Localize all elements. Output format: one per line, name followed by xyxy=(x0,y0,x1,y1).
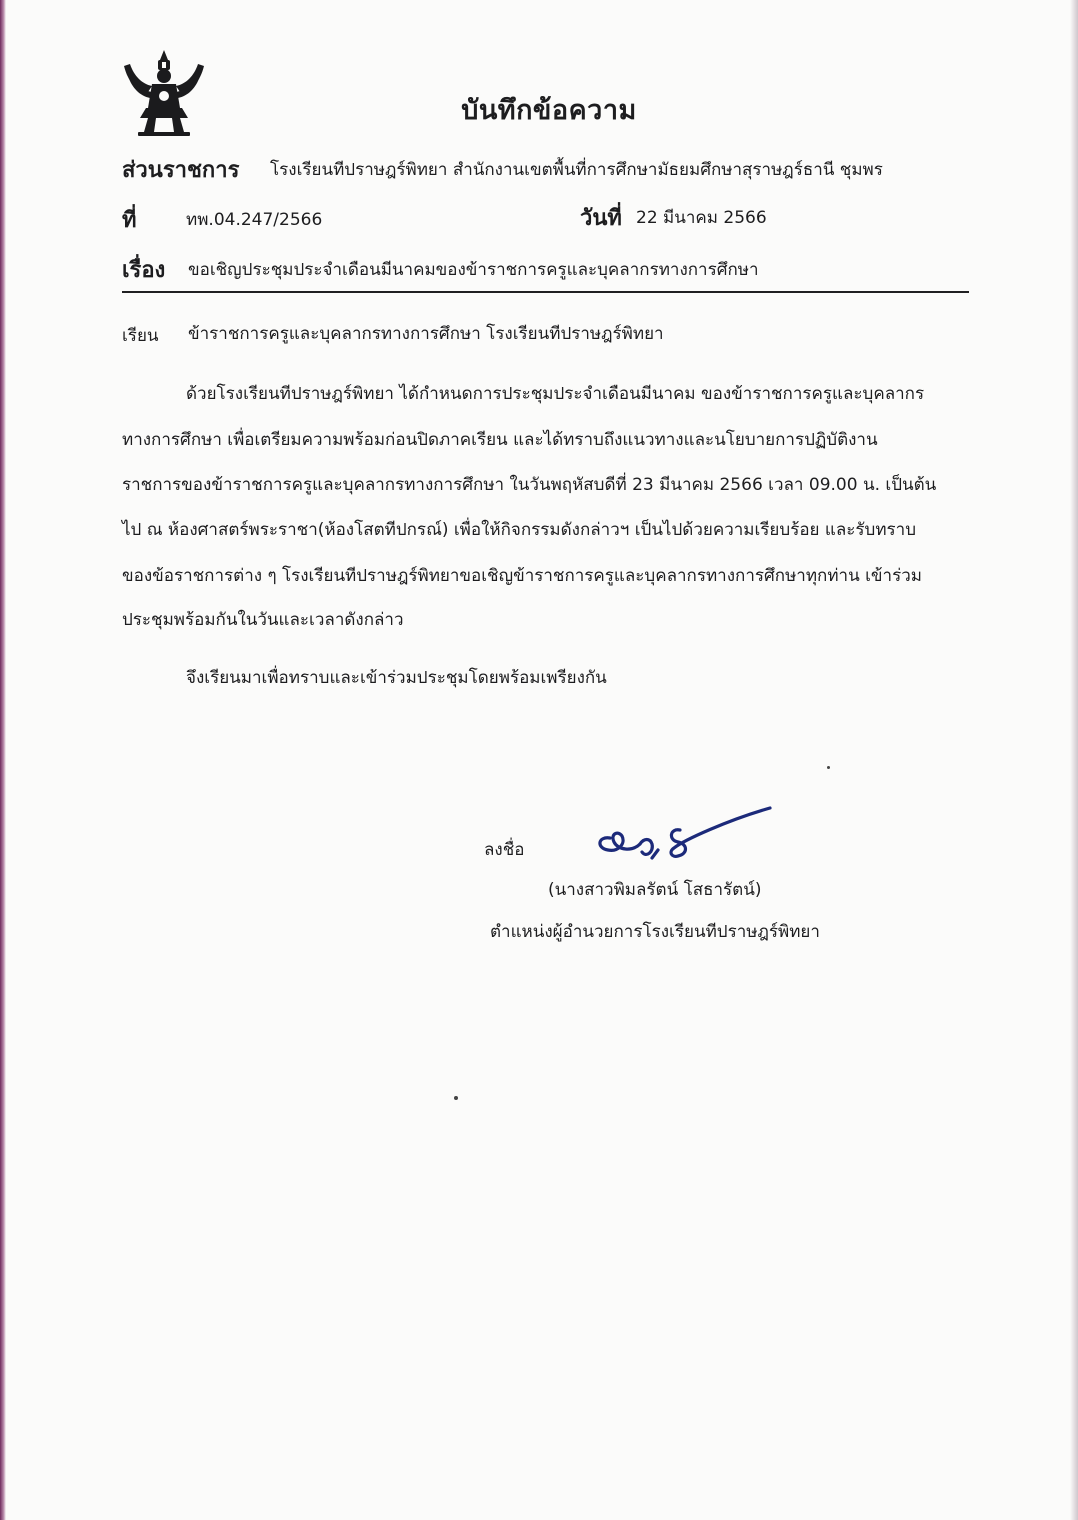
salutation-value: ข้าราชการครูและบุคลากรทางการศึกษา โรงเรียนทีปราษฎร์พิทยา xyxy=(188,324,664,344)
signer-name: (นางสาวพิมลรัตน์ โสธารัตน์) xyxy=(548,880,762,900)
subject-label: เรื่อง xyxy=(122,258,166,283)
ref-label: ที่ xyxy=(122,208,137,233)
page-edge-left xyxy=(0,0,6,1520)
date-label: วันที่ xyxy=(580,206,622,231)
ref-value: ทพ.04.247/2566 xyxy=(186,210,323,230)
paper-speck xyxy=(454,1096,458,1100)
agency-value: โรงเรียนทีปราษฎร์พิทยา สำนักงานเขตพื้นที่การศึกษามัธยมศึกษาสุราษฎร์ธานี ชุมพร xyxy=(270,160,883,180)
body-line: ทางการศึกษา เพื่อเตรียมความพร้อมก่อนปิดภาคเรียน และได้ทราบถึงแนวทางและนโยบายการปฏิบัติงาน xyxy=(122,430,878,450)
paper-speck xyxy=(827,766,830,769)
page-edge-right xyxy=(1070,0,1078,1520)
handwritten-signature xyxy=(588,800,778,866)
body-line: ด้วยโรงเรียนทีปราษฎร์พิทยา ได้กำหนดการประชุมประจำเดือนมีนาคม ของข้าราชการครูและบุคลากร xyxy=(186,384,925,404)
body-line: ราชการของข้าราชการครูและบุคลากรทางการศึกษา ในวันพฤหัสบดีที่ 23 มีนาคม 2566 เวลา 09.00 น. เป็นต้น xyxy=(122,475,937,495)
sign-label: ลงชื่อ xyxy=(484,840,525,860)
closing-line: จึงเรียนมาเพื่อทราบและเข้าร่วมประชุมโดยพร้อมเพรียงกัน xyxy=(186,668,607,688)
date-value: 22 มีนาคม 2566 xyxy=(636,208,767,228)
agency-label: ส่วนราชการ xyxy=(122,158,240,183)
signer-position: ตำแหน่งผู้อำนวยการโรงเรียนทีปราษฎร์พิทยา xyxy=(490,922,820,942)
memo-title: บันทึกข้อความ xyxy=(461,95,637,126)
subject-value: ขอเชิญประชุมประจำเดือนมีนาคมของข้าราชการครูและบุคลากรทางการศึกษา xyxy=(188,260,759,280)
header-divider xyxy=(122,291,969,293)
body-line: ไป ณ ห้องศาสตร์พระราชา(ห้องโสตทีปกรณ์) เพื่อให้กิจกรรมดังกล่าวฯ เป็นไปด้วยความเรียบร้อย และรับทราบ xyxy=(122,520,916,540)
salutation-label: เรียน xyxy=(122,326,159,346)
body-line: ของข้อราชการต่าง ๆ โรงเรียนทีปราษฎร์พิทยาขอเชิญข้าราชการครูและบุคลากรทางการศึกษาทุกท่าน เข้าร่วม xyxy=(122,566,922,586)
body-line: ประชุมพร้อมกันในวันและเวลาดังกล่าว xyxy=(122,610,404,630)
